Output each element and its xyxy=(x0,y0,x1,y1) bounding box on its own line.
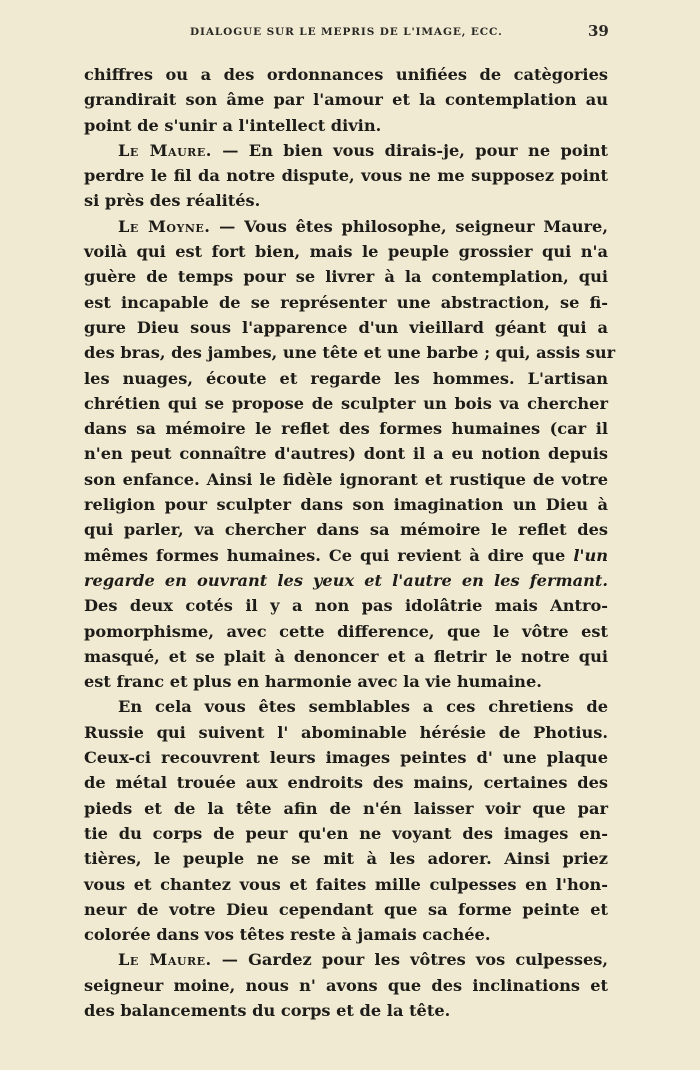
line-text: neur de votre Dieu cependant que sa forme peinte et xyxy=(84,899,608,919)
line-text: En cela vous êtes semblables a ces chretiens de xyxy=(118,697,608,717)
text-line xyxy=(84,517,608,542)
line-text: des balancements du corps et de la tête. xyxy=(84,1000,451,1020)
text-line xyxy=(84,239,608,264)
line-text: perdre le fil da notre dispute, vous ne me supposez point xyxy=(84,166,608,186)
text-line xyxy=(84,87,608,112)
line-text: Russie qui suivent l' abominable hérésie de Photius. xyxy=(84,722,608,742)
line-text: vous et chantez vous et faites mille culpesses en l'hon- xyxy=(84,874,608,894)
line-text: Des deux cotés il y a non pas idolâtrie mais Antro- xyxy=(84,596,608,616)
speaker-name: Le Moyne. xyxy=(118,216,211,236)
line-text: tières, le peuple ne se mit à les adorer. Ainsi priez xyxy=(84,849,608,869)
text-line xyxy=(84,998,608,1023)
line-text: pieds et de la tête afin de n'én laisser voir que par xyxy=(84,798,608,818)
text-line xyxy=(84,846,608,871)
line-text: grandirait son âme par l'amour et la contemplation au xyxy=(84,90,608,110)
line-text: est incapable de se représenter une abstraction, se fi- xyxy=(84,292,608,312)
line-text: religion pour sculpter dans son imagination un Dieu à xyxy=(84,495,608,515)
page-number: 39 xyxy=(588,22,609,40)
line-text: guère de temps pour se livrer à la contemplation, qui xyxy=(84,267,608,287)
text-line xyxy=(84,669,608,694)
line-text: pomorphisme, avec cette difference, que le vôtre est xyxy=(84,621,608,641)
line-text: — En bien vous dirais-je, pour ne point xyxy=(211,140,608,160)
line-text: qui parler, va chercher dans sa mémoire le reflet des xyxy=(84,520,608,540)
text-line xyxy=(84,568,608,593)
line-text: les nuages, écoute et regarde les hommes. L'artisan xyxy=(84,368,608,388)
line-text: Ceux-ci recouvrent leurs images peintes d' une plaque xyxy=(84,748,608,768)
text-line xyxy=(84,315,608,340)
text-line xyxy=(84,644,608,669)
text-line xyxy=(84,897,608,922)
text-line xyxy=(84,821,608,846)
text-line xyxy=(84,872,608,897)
italic-text: l'un xyxy=(573,545,608,565)
line-text: seigneur moine, nous n' avons que des inclinations et xyxy=(84,975,608,995)
text-line xyxy=(84,138,608,163)
line-text: voilà qui est fort bien, mais le peuple grossier qui n'a xyxy=(84,242,608,262)
line-text: — Gardez pour les vôtres vos culpesses, xyxy=(211,950,609,970)
text-line xyxy=(84,188,608,213)
text-line xyxy=(84,922,608,947)
line-text: chrétien qui se propose de sculpter un bois va chercher xyxy=(84,393,608,413)
text-line xyxy=(84,694,608,719)
text-line xyxy=(84,543,608,568)
text-line xyxy=(84,796,608,821)
running-head xyxy=(0,22,700,46)
text-line xyxy=(84,593,608,618)
line-text: si près des réalités. xyxy=(84,191,261,211)
text-line xyxy=(84,492,608,517)
text-line xyxy=(84,214,608,239)
running-title: DIALOGUE SUR LE MEPRIS DE L'IMAGE, ECC. xyxy=(190,26,503,38)
line-text: point de s'unir a l'intellect divin. xyxy=(84,115,382,135)
line-text: de métal trouée aux endroits des mains, certaines des xyxy=(84,773,608,793)
italic-text: regarde en ouvrant les yeux et l'autre en les fermant. xyxy=(84,570,608,590)
line-text: dans sa mémoire le reflet des formes humaines (car il xyxy=(84,419,608,439)
speaker-name: Le Maure. xyxy=(118,140,212,160)
text-line xyxy=(84,366,608,391)
text-line xyxy=(84,441,608,466)
text-line xyxy=(84,391,608,416)
line-text: mêmes formes humaines. Ce qui revient à dire que xyxy=(84,545,574,565)
text-line xyxy=(84,163,608,188)
text-line xyxy=(84,340,616,365)
line-text: n'en peut connaître d'autres) dont il a eu notion depuis xyxy=(84,444,608,464)
speaker-name: Le Maure. xyxy=(118,950,212,970)
line-text: colorée dans vos têtes reste à jamais cachée. xyxy=(84,925,491,945)
line-text: son enfance. Ainsi le fidèle ignorant et rustique de votre xyxy=(84,469,608,489)
text-line xyxy=(84,467,608,492)
line-text: — Vous êtes philosophe, seigneur Maure, xyxy=(210,216,608,236)
body-text xyxy=(84,62,616,1023)
line-text: tie du corps de peur qu'en ne voyant des images en- xyxy=(84,823,608,843)
text-line xyxy=(84,770,608,795)
line-text: est franc et plus en harmonie avec la vie humaine. xyxy=(84,672,542,692)
line-text: des bras, des jambes, une tête et une barbe ; qui, assis sur xyxy=(84,343,616,363)
text-line xyxy=(84,416,608,441)
text-line xyxy=(84,973,608,998)
text-line xyxy=(84,62,608,87)
text-line xyxy=(84,264,608,289)
text-line xyxy=(84,113,608,138)
text-line xyxy=(84,720,608,745)
text-line xyxy=(84,290,608,315)
line-text: masqué, et se plait à denoncer et a fletrir le notre qui xyxy=(84,646,608,666)
text-line xyxy=(84,947,608,972)
text-line xyxy=(84,745,608,770)
line-text: chiffres ou a des ordonnances unifiées de catègories xyxy=(84,65,608,84)
text-line xyxy=(84,619,608,644)
line-text: gure Dieu sous l'apparence d'un vieillard géant qui a xyxy=(84,317,608,337)
